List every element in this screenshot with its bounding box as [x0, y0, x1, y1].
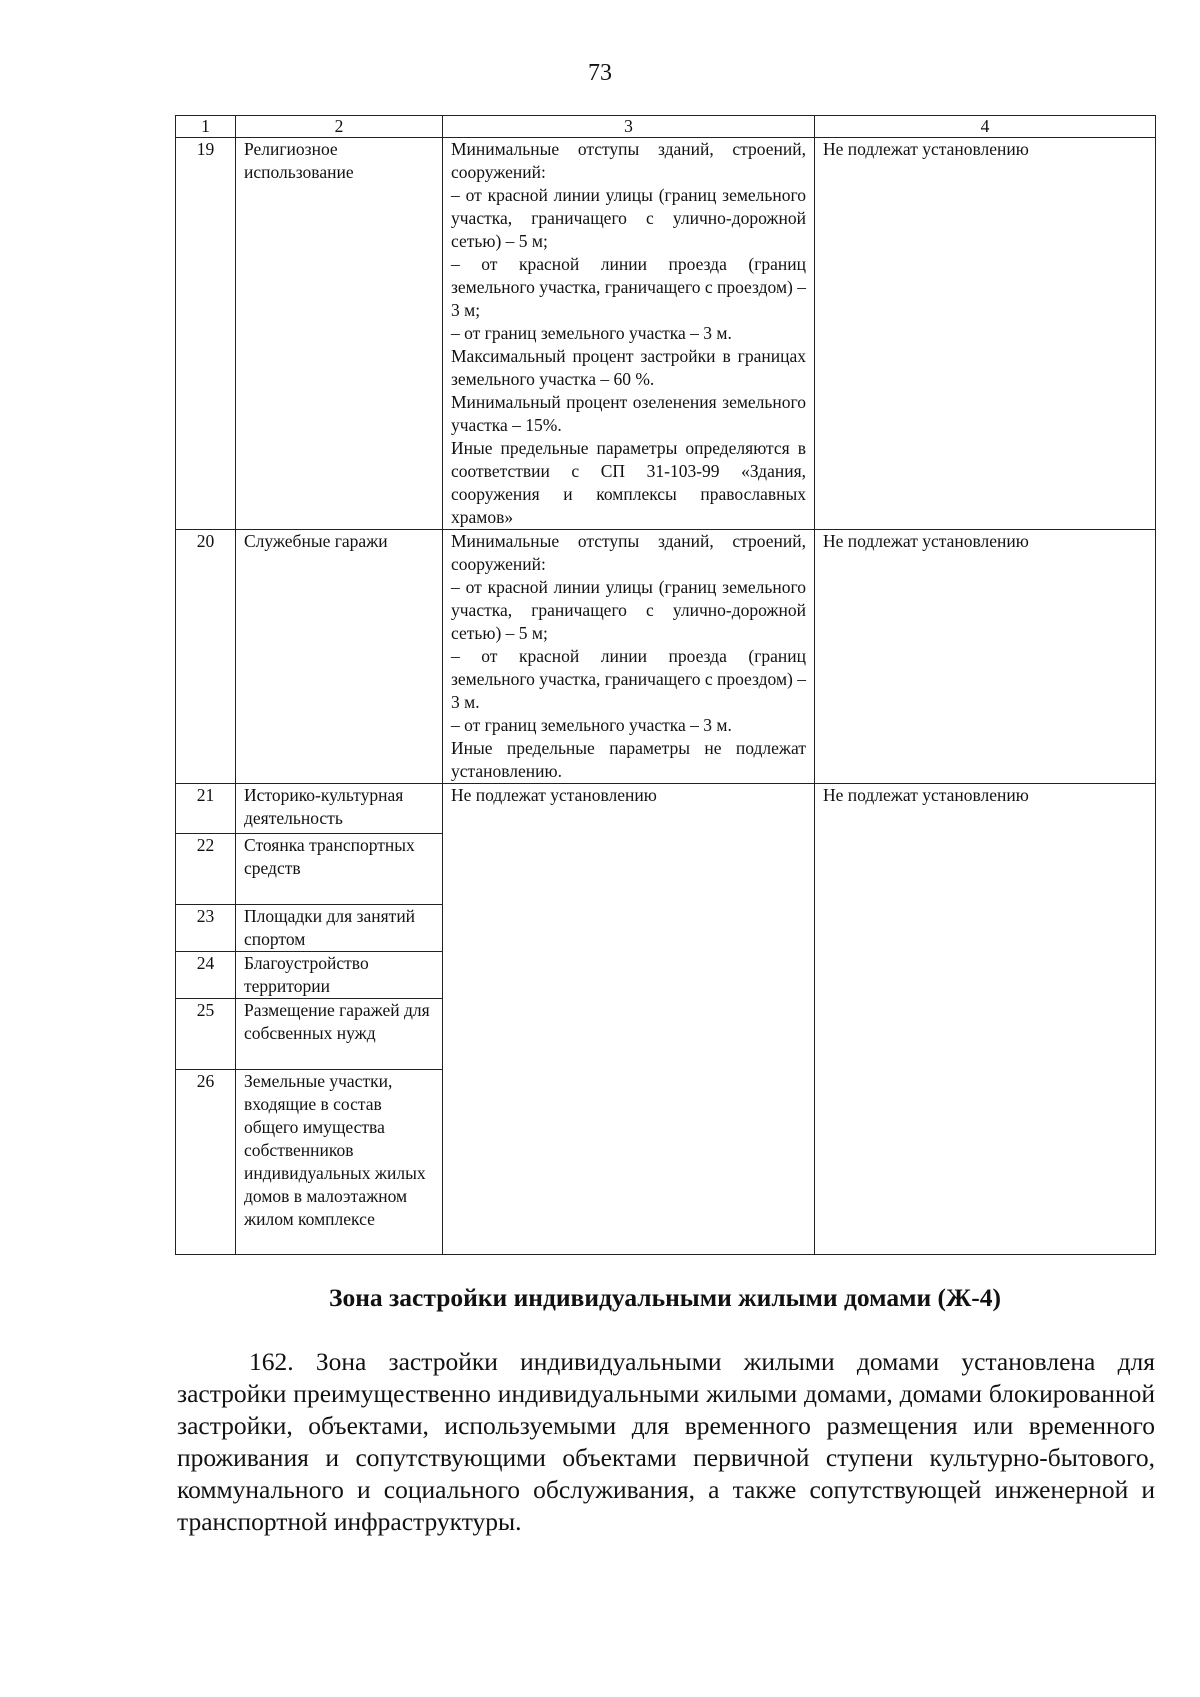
column-header-4: 4 — [815, 116, 1156, 138]
restrictions-cell: Не подлежат установлению — [815, 530, 1156, 784]
parameter-line: Минимальные отступы зданий, строений, сооружений: — [451, 139, 806, 182]
table-header-row — [176, 116, 1156, 138]
table-row — [176, 530, 1156, 784]
row-number: 21 — [176, 784, 236, 834]
row-number: 22 — [176, 834, 236, 905]
parameter-line: Минимальные отступы зданий, строений, сооружений: — [451, 531, 806, 574]
column-header-1: 1 — [176, 116, 236, 138]
parameter-line: – от границ земельного участка – 3 м. — [451, 715, 732, 735]
row-number: 25 — [176, 999, 236, 1070]
table-row — [176, 784, 1156, 834]
table-row — [176, 138, 1156, 530]
restrictions-cell: Не подлежат установлению — [815, 138, 1156, 530]
row-number: 20 — [176, 530, 236, 784]
land-use-name: Размещение гаражей для собсвенных нужд — [236, 999, 443, 1070]
parameter-line: – от красной линии проезда (границ земельного участка, граничащего с проездом) – 3 м; — [451, 254, 806, 320]
parameter-line: Минимальный процент озеленения земельного участка – 15%. — [451, 392, 806, 435]
land-use-name: Историко-культурная деятельность — [236, 784, 443, 834]
land-use-name: Земельные участки, входящие в состав общего имущества собственников индивидуальных жилых домов в малоэтажном жилом комплексе — [236, 1070, 443, 1255]
parameter-line: Максимальный процент застройки в границах земельного участка – 60 %. — [451, 346, 806, 389]
parameter-line: Иные предельные параметры определяются в соответствии с СП 31-103-99 «Здания, сооружения и комплексы православных храмов» — [451, 438, 806, 527]
row-number: 24 — [176, 952, 236, 999]
zoning-parameters-table — [175, 115, 1156, 1255]
parameters-cell — [443, 530, 815, 784]
land-use-name: Стоянка транспортных средств — [236, 834, 443, 905]
parameter-line: – от красной линии улицы (границ земельного участка, граничащего с улично-дорожной сетью) – 5 м; — [451, 577, 806, 643]
land-use-name: Благоустройство территории — [236, 952, 443, 999]
column-header-2: 2 — [236, 116, 443, 138]
row-number: 23 — [176, 905, 236, 952]
group-restrictions-cell: Не подлежат установлению — [815, 784, 1156, 1255]
row-number: 19 — [176, 138, 236, 530]
body-paragraph: 162. Зона застройки индивидуальными жилыми домами установлена для застройки преимущественно индивидуальными жилыми домами, домами блокированной застройки, объектами, используемыми для временного размещения или временного проживания и сопутствующими объектами первичной ступени культурно-бытового, коммунального и социального обслуживания, а также сопутствующей инженерной и транспортной инфраструктуры. — [177, 1347, 1155, 1536]
column-header-3: 3 — [443, 116, 815, 138]
page-number: 73 — [588, 60, 612, 86]
parameters-cell — [443, 138, 815, 530]
land-use-name: Площадки для занятий спортом — [236, 905, 443, 952]
parameter-line: – от красной линии улицы (границ земельного участка, граничащего с улично-дорожной сетью) – 5 м; — [451, 185, 806, 251]
section-heading: Зона застройки индивидуальными жилыми домами (Ж-4) — [329, 1283, 1001, 1312]
group-parameters-cell: Не подлежат установлению — [443, 784, 815, 1255]
parameter-line: Иные предельные параметры не подлежат установлению. — [451, 738, 806, 781]
parameter-line: – от красной линии проезда (границ земельного участка, граничащего с проездом) – 3 м. — [451, 646, 806, 712]
row-number: 26 — [176, 1070, 236, 1255]
land-use-name: Религиозное использование — [236, 138, 443, 530]
land-use-name: Служебные гаражи — [236, 530, 443, 784]
parameter-line: – от границ земельного участка – 3 м. — [451, 323, 732, 343]
